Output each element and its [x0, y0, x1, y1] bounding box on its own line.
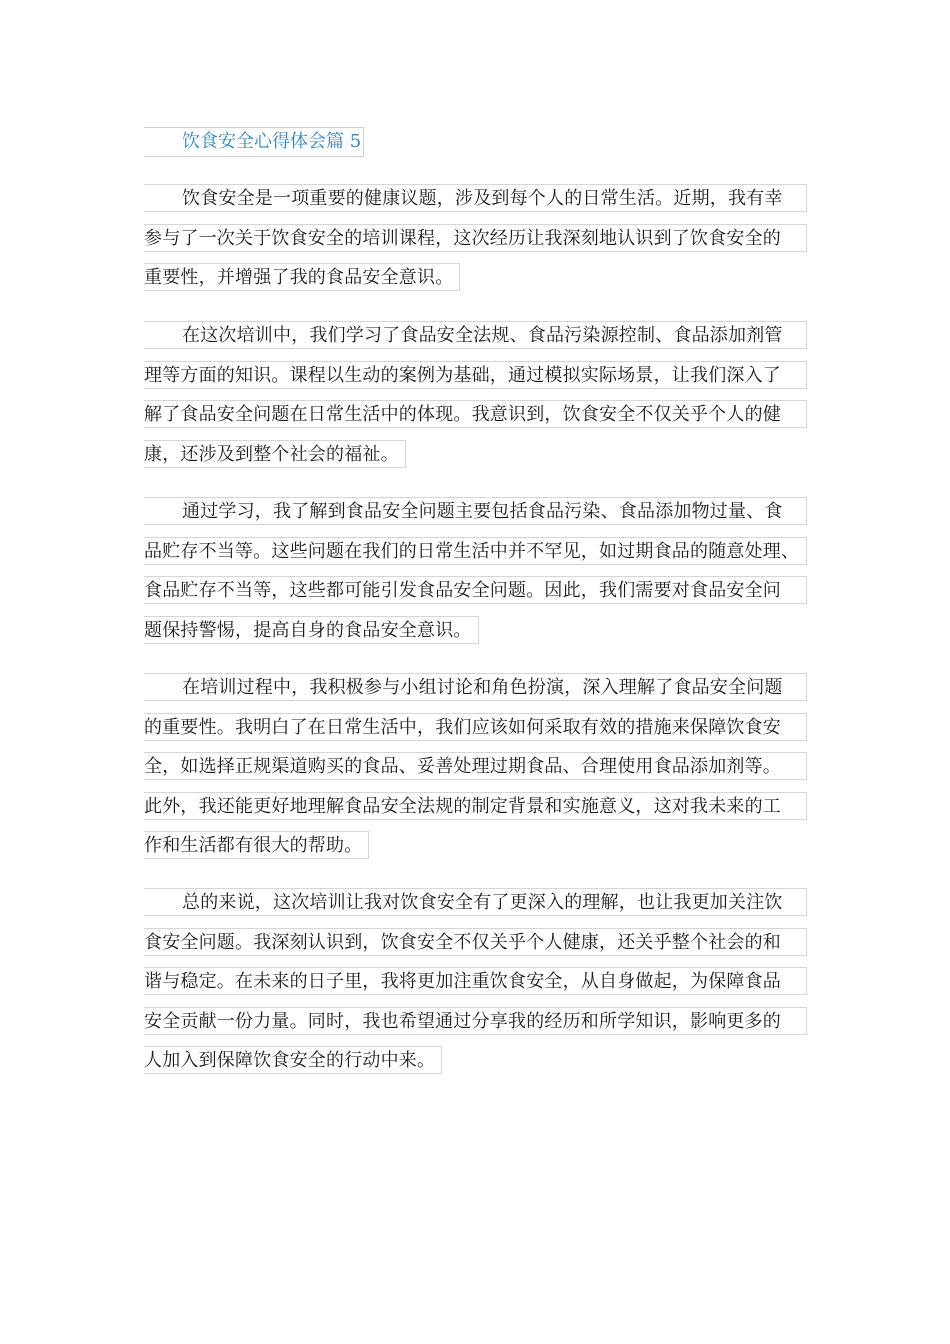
paragraph-3 [144, 497, 807, 660]
paragraph-line: 谐与稳定。在未来的日子里，我将更加注重饮食安全，从自身做起，为保障食品 [144, 967, 807, 995]
paragraph-line: 在这次培训中，我们学习了食品安全法规、食品污染源控制、食品添加剂管 [144, 321, 807, 349]
paragraph-line: 在培训过程中，我积极参与小组讨论和角色扮演，深入理解了食品安全问题 [144, 673, 807, 701]
paragraph-line: 总的来说，这次培训让我对饮食安全有了更深入的理解，也让我更加关注饮 [144, 888, 807, 916]
paragraph-line: 食品贮存不当等，这些都可能引发食品安全问题。因此，我们需要对食品安全问 [144, 576, 807, 604]
paragraph-line: 理等方面的知识。课程以生动的案例为基础，通过模拟实际场景，让我们深入了 [144, 361, 807, 389]
paragraph-line: 重要性，并增强了我的食品安全意识。 [144, 263, 460, 291]
paragraph-line: 的重要性。我明白了在日常生活中，我们应该如何采取有效的措施来保障饮食安 [144, 713, 807, 741]
paragraph-line: 作和生活都有很大的帮助。 [144, 831, 369, 859]
paragraph-line: 食安全问题。我深刻认识到，饮食安全不仅关乎个人健康，还关乎整个社会的和 [144, 928, 807, 956]
paragraph-line: 此外，我还能更好地理解食品安全法规的制定背景和实施意义，这对我未来的工 [144, 792, 807, 820]
paragraph-line: 解了食品安全问题在日常生活中的体现。我意识到，饮食安全不仅关乎个人的健 [144, 400, 807, 428]
document-title: 饮食安全心得体会篇 5 [144, 127, 364, 157]
paragraph-line: 通过学习，我了解到食品安全问题主要包括食品污染、食品添加物过量、食 [144, 497, 807, 525]
paragraph-2 [144, 321, 807, 484]
paragraph-line: 品贮存不当等。这些问题在我们的日常生活中并不罕见，如过期食品的随意处理、 [144, 537, 807, 565]
paragraph-line: 康，还涉及到整个社会的福祉。 [144, 440, 406, 468]
paragraph-5 [144, 888, 807, 1091]
paragraph-line: 人加入到保障饮食安全的行动中来。 [144, 1046, 442, 1074]
paragraph-line: 参与了一次关于饮食安全的培训课程，这次经历让我深刻地认识到了饮食安全的 [144, 224, 807, 252]
paragraph-4 [144, 673, 807, 876]
paragraph-line: 题保持警惕，提高自身的食品安全意识。 [144, 616, 479, 644]
paragraph-line: 饮食安全是一项重要的健康议题，涉及到每个人的日常生活。近期，我有幸 [144, 184, 807, 212]
paragraph-line: 全，如选择正规渠道购买的食品、妥善处理过期食品、合理使用食品添加剂等。 [144, 752, 807, 780]
paragraph-1 [144, 184, 807, 308]
paragraph-line: 安全贡献一份力量。同时，我也希望通过分享我的经历和所学知识，影响更多的 [144, 1007, 807, 1035]
